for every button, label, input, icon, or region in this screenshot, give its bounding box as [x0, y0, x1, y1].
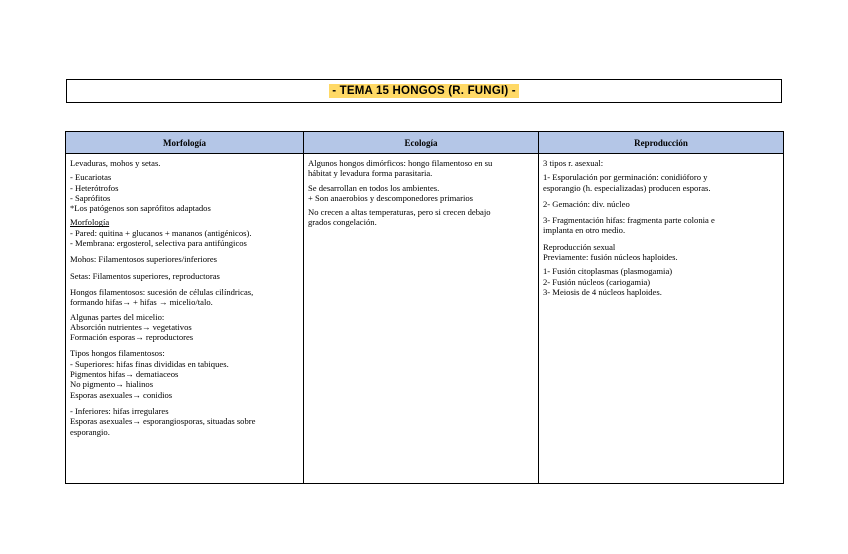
text-line: - Pared: quitina + glucanos + mananos (antigénicos). [70, 227, 252, 238]
page-title: - TEMA 15 HONGOS (R. FUNGI) - [329, 84, 519, 98]
content-row [66, 154, 784, 484]
text-line: hábitat y levadura forma parasitaria. [308, 168, 433, 179]
header-morfologia: Morfología [66, 132, 304, 154]
text-line: Tipos hongos filamentosos: [70, 348, 165, 359]
text-line: Absorción nutrientes→ vegetativos [70, 321, 192, 332]
text-line: - Inferiores: hifas irregulares [70, 405, 169, 416]
header-reproduccion: Reproducción [539, 132, 784, 154]
text-line: Hongos filamentosos: sucesión de células cilíndricas, [70, 286, 254, 297]
text-line: - Eucariotas [70, 172, 112, 183]
text-line: formando hifas→ + hifas → micelio/talo. [70, 297, 213, 308]
text-line: Esporas asexuales→ conidios [70, 389, 173, 400]
cell-morfologia [66, 154, 304, 484]
text-line: esporangio. [70, 426, 110, 437]
text-line: grados congelación. [308, 217, 377, 228]
text-line: + Son anaerobios y descomponedores primarios [308, 192, 473, 203]
header-row [66, 132, 784, 154]
text-line: 1- Esporulación por germinación: conidióforo y [543, 172, 708, 183]
text-line: 3- Meiosis de 4 núcleos haploides. [543, 286, 662, 297]
text-line: 2- Fusión núcleos (cariogamia) [543, 276, 651, 287]
text-line: implanta en otro medio. [543, 225, 626, 236]
text-line: - Saprófitos [70, 192, 111, 203]
text-line: - Membrana: ergosterol, selectiva para antifúngicos [70, 238, 247, 249]
text-line: - Heterótrofos [70, 182, 119, 193]
text-line: Previamente: fusión núcleos haploides. [543, 252, 678, 263]
text-line: Algunos hongos dimórficos: hongo filamentoso en su [308, 158, 493, 168]
text-line: Se desarrollan en todos los ambientes. [308, 182, 440, 193]
text-line: - Superiores: hifas finas divididas en tabiques. [70, 358, 229, 369]
text-line: esporangio (h. especializadas) producen esporas. [543, 182, 711, 193]
subheading-morfologia: Morfología [70, 217, 110, 228]
text-line: 2- Gemación: div. núcleo [543, 198, 630, 209]
text-line: Mohos: Filamentosos superiores/inferiores [70, 254, 218, 265]
text-line: Setas: Filamentos superiores, reproductoras [70, 270, 220, 281]
header-ecologia: Ecología [304, 132, 539, 154]
text-line: No crecen a altas temperaturas, pero si crecen debajo [308, 207, 491, 218]
title-box [66, 79, 782, 103]
text-line: Algunas partes del micelio: [70, 311, 165, 322]
text-line: 3- Fragmentación hifas: fragmenta parte colonia e [543, 215, 715, 226]
text-line: 1- Fusión citoplasmas (plasmogamia) [543, 266, 673, 277]
summary-table [65, 131, 784, 484]
cell-ecologia [304, 154, 539, 484]
text-line: Levaduras, mohos y setas. [70, 158, 161, 168]
text-line: Reproducción sexual [543, 241, 616, 252]
text-line: Formación esporas→ reproductores [70, 332, 194, 343]
text-line: Pigmentos hifas→ dematiaceos [70, 369, 179, 380]
text-line: Esporas asexuales→ esporangiosporas, situadas sobre [70, 416, 256, 427]
text-line: No pigmento→ hialinos [70, 379, 154, 390]
cell-reproduccion [539, 154, 784, 484]
text-line: 3 tipos r. asexual: [543, 158, 604, 168]
text-line: *Los patógenos son saprófitos adaptados [70, 203, 211, 214]
